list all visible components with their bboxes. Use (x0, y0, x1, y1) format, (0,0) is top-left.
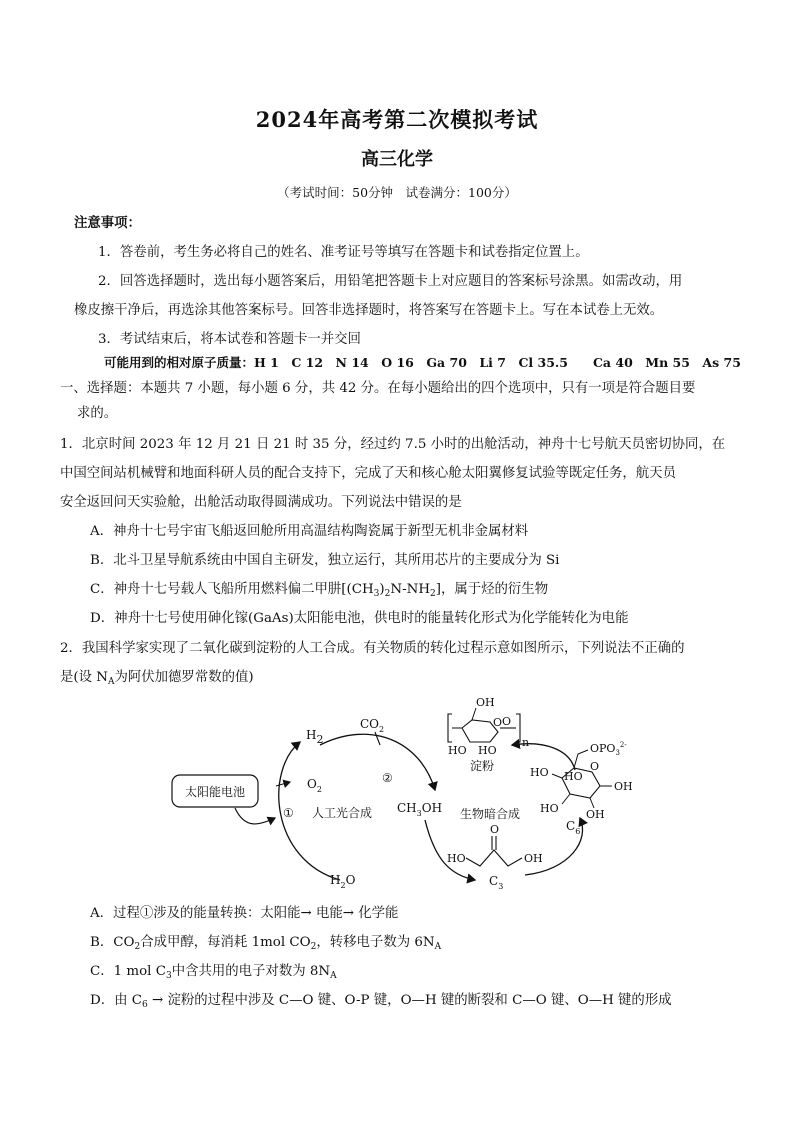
co2-to-methanol-arc (320, 734, 435, 790)
o2-label: $O_2$ (307, 777, 322, 794)
svg-text:OH: OH (476, 696, 495, 709)
exam-info: （考试时间：50分钟 试卷满分：100分） (277, 185, 517, 200)
svg-text:HO: HO (447, 852, 466, 865)
step-2-label: ② (382, 771, 393, 785)
starch-structure (448, 696, 529, 773)
o2-arrow (276, 782, 290, 786)
artificial-photosynthesis-label: 人工光合成 (312, 806, 373, 820)
svg-text:O: O (590, 760, 600, 773)
notes-heading: 注意事项： (74, 215, 141, 231)
note-item-2-line2: 橡皮擦干净后，再选涂其他答案标号。回答非选择题时，将答案写在答题卡上。写在本试卷上无效。 (74, 303, 664, 318)
svg-text:n: n (522, 736, 530, 749)
q1-stem-line3: 安全返回问天实验舱，出舱活动取得圆满成功。下列说法中错误的是 (60, 495, 462, 510)
methanol-label: $CH_3OH$ (397, 801, 443, 818)
starch-label: 淀粉 (470, 759, 495, 773)
q1-option-b: B．北斗卫星导航系统由中国自主研发，独立运行，其所用芯片的主要成分为 Si (90, 553, 560, 568)
svg-text:OH: OH (586, 808, 605, 821)
q1-stem-line1: 1．北京时间 2023 年 12 月 21 日 21 时 35 分，经过约 7.5 小时的出舱活动，神舟十七号航天员密切协同，在 (60, 437, 726, 452)
svg-text:HO: HO (530, 766, 549, 779)
h2o-label: $H_2O$ (330, 873, 356, 890)
page-title: 2024年高考第二次模拟考试 (255, 107, 539, 132)
note-item-3: 3．考试结束后，将本试卷和答题卡一并交回 (98, 332, 361, 347)
step-1-label: ① (283, 806, 294, 820)
atomic-masses: 可能用到的相对原子质量：H 1 C 12 N 14 O 16 Ga 70 Li 7 Cl 35.5 Ca 40 Mn 55 As 75 (104, 355, 741, 370)
q2-option-b: B．$CO_2$合成甲醇，每消耗 1mol $CO_2$，转移电子数为 $6N_A$ (90, 935, 442, 952)
solar-cell-label: 太阳能电池 (184, 785, 246, 799)
c3-structure (447, 823, 543, 891)
q2-option-d: D．由 $C_6$ → 淀粉的过程中涉及 C—O 键、O-P 键，O—H 键的断裂和 C—O 键、O—H 键的形成 (90, 993, 672, 1010)
q2-stem-line2: 是(设 $N_A$为阿伏加德罗常数的值) (60, 670, 254, 687)
c3-label: $C_3$ (489, 874, 504, 891)
q2-stem-line1: 2．我国科学家实现了二氧化碳到淀粉的人工合成。有关物质的转化过程示意如图所示，下列说法不正确的 (60, 641, 685, 656)
bio-dark-synthesis-label: 生物暗合成 (460, 807, 521, 821)
note-item-1: 1．答卷前，考生务必将自己的姓名、准考证号等填写在答题卡和试卷指定位置上。 (98, 245, 589, 260)
svg-text:HO: HO (540, 802, 559, 815)
q1-stem-line2: 中国空间站机械臂和地面科研人员的配合支持下，完成了天和核心舱太阳翼修复试验等既定任务，航天员 (60, 466, 676, 481)
svg-text:O: O (502, 715, 512, 728)
svg-text:HO: HO (448, 744, 467, 757)
solar-cell-box (172, 775, 258, 807)
note-item-2-line1: 2．回答选择题时，选出每小题答案后，用铅笔把答题卡上对应题目的答案标号涂黑。如需改动，用 (98, 274, 683, 289)
svg-text:O: O (493, 716, 503, 729)
c6-label: $C_6$ (566, 819, 581, 836)
co2-label: $CO_2$ (360, 717, 385, 734)
solar-to-process-arrow (235, 808, 275, 824)
section-1-line1: 一、选择题：本题共 7 小题，每小题 6 分，共 42 分。在每小题给出的四个选项中，只有一项是符合题目要 (60, 381, 696, 396)
h2-label: H2 (306, 728, 324, 746)
svg-text:HO: HO (564, 770, 583, 783)
svg-text:HO: HO (478, 744, 497, 757)
opo3-label: $OPO_3^{2-}$ (590, 741, 627, 757)
q1-option-d: D．神舟十七号使用砷化镓(GaAs)太阳能电池，供电时的能量转化形式为化学能转化为电能 (90, 611, 629, 626)
svg-text:OH: OH (614, 780, 633, 793)
q1-option-a: A．神舟十七号宇宙飞船返回舱所用高温结构陶瓷属于新型无机非金属材料 (90, 524, 529, 539)
methanol-to-c3-arc (425, 820, 475, 880)
q2-option-a: A．过程①涉及的能量转换：太阳能→ 电能→ 化学能 (90, 906, 399, 921)
q1-option-c: C．神舟十七号载人飞船所用燃料偏二甲肼$[(CH_3)_2N-NH_2]$，属于烃的衍生物 (90, 582, 549, 599)
q2-option-c: C．1 mol $C_3$中含共用的电子对数为 $8N_A$ (90, 964, 337, 981)
svg-text:O: O (490, 823, 500, 836)
page-subtitle: 高三化学 (361, 149, 433, 170)
section-1-line2: 求的。 (77, 406, 118, 421)
svg-text:OH: OH (524, 852, 543, 865)
reaction-diagram (150, 690, 650, 895)
